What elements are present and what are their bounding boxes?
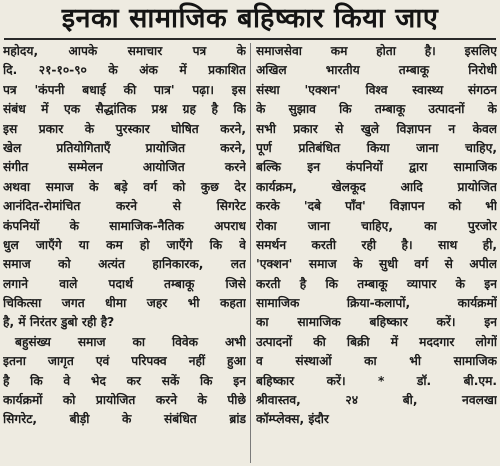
right-line-2: अखिल भारतीय तम्बाकू निरोधी bbox=[256, 63, 497, 78]
right-line-1: समाजसेवा कम होता है। इसलिए bbox=[256, 44, 497, 58]
left-line-18: है कि वे भेद कर सकें कि इन bbox=[3, 373, 246, 388]
left-line-15: है, में निरंतर डुबो रही है? bbox=[3, 315, 115, 330]
right-line-3: संस्था 'एक्शन' विश्व स्वास्थ्य संगठन bbox=[256, 82, 497, 97]
left-line-17: इतना जागृत एवं परिपक्व नहीं हुआ bbox=[3, 354, 246, 369]
left-line-13: लगाने वाले पदार्थ तम्बाकू जिसे bbox=[3, 276, 246, 291]
headline-rule bbox=[4, 38, 496, 40]
left-column bbox=[3, 42, 246, 464]
right-line-15: का सामाजिक बहिष्कार करें। इन bbox=[256, 315, 497, 330]
right-line-9: करके 'दबे पाँव' विज्ञापन को भी bbox=[256, 199, 497, 214]
left-line-7: संगीत सम्मेलन आयोजित करने bbox=[3, 160, 246, 175]
right-line-19: श्रीवास्तव, २४ बी, नवलखा bbox=[256, 393, 497, 408]
right-line-11: समर्थन करती रही है। साथ ही, bbox=[256, 237, 497, 252]
right-line-12: 'एक्शन' समाज के सुधी वर्ग से अपील bbox=[256, 257, 497, 272]
right-column bbox=[256, 42, 497, 464]
left-line-1: महोदय, आपके समाचार पत्र के bbox=[3, 44, 246, 58]
right-line-7: बल्कि इन कंपनियों द्वारा सामाजिक bbox=[256, 160, 497, 175]
right-line-5: सभी प्रकार से खुले विज्ञापन न केवल bbox=[256, 121, 497, 136]
left-line-19: कार्यक्रमों को प्रायोजित करने के पीछे bbox=[3, 393, 246, 408]
right-line-17: व संस्थाओं का भी सामाजिक bbox=[256, 354, 497, 369]
right-line-8: कार्यक्रम, खेलकूद आदि प्रायोजित bbox=[256, 179, 497, 194]
left-line-4: संबंध में एक सैद्धांतिक प्रश्न ग्रह है कि bbox=[3, 102, 246, 117]
left-line-6: खेल प्रतियोगिताएँ प्रायोजित करने, bbox=[3, 140, 246, 155]
left-line-2: दि. २१-१०-९० के अंक में प्रकाशित bbox=[3, 63, 246, 78]
article-headline: इनका सामाजिक बहिष्कार किया जाए bbox=[61, 3, 439, 34]
left-line-20: सिगरेट, बीड़ी के संबंधित ब्रांड bbox=[3, 412, 246, 427]
left-line-3: पत्र 'कंपनी बधाई की पात्र' पढ़ा। इस bbox=[3, 82, 246, 97]
right-line-10: रोका जाना चाहिए, का पुरजोर bbox=[256, 218, 497, 233]
left-line-11: धुल जाएँगे या कम हो जाएँगे कि वे bbox=[3, 237, 246, 252]
left-line-14: चिकित्सा जगत धीमा जहर भी कहता bbox=[3, 296, 246, 311]
right-line-20: कॉम्प्लेक्स, इंदौर bbox=[256, 412, 329, 427]
left-line-12: समाज को अत्यंत हानिकारक, लत bbox=[3, 257, 246, 272]
right-line-16: उत्पादनों की बिक्री में मददगार लोगों bbox=[256, 334, 497, 349]
left-line-8: अथवा समाज के बड़े वर्ग को कुछ देर bbox=[3, 179, 246, 194]
right-line-14: सामाजिक क्रिया-कलापों, कार्यक्रमों bbox=[256, 296, 497, 311]
left-line-9: आनंदित-रोमांचित करने से सिगरेट bbox=[3, 199, 246, 214]
right-line-4: के सुझाव कि तम्बाकू उत्पादनों के bbox=[256, 102, 497, 117]
right-line-18: बहिष्कार करें। * डॉ. बी.एम. bbox=[256, 373, 497, 388]
left-line-5: इस प्रकार के पुरस्कार घोषित करने, bbox=[3, 121, 246, 136]
column-divider bbox=[250, 43, 251, 463]
left-line-16: बहुसंख्य समाज का विवेक अभी bbox=[15, 334, 246, 349]
right-line-6: पूर्ण प्रतिबंधित किया जाना चाहिए, bbox=[256, 140, 497, 155]
left-line-10: कंपनियों के सामाजिक-नैतिक अपराध bbox=[3, 218, 246, 233]
right-line-13: करती है कि तम्बाकू व्यापार के इन bbox=[256, 276, 497, 291]
